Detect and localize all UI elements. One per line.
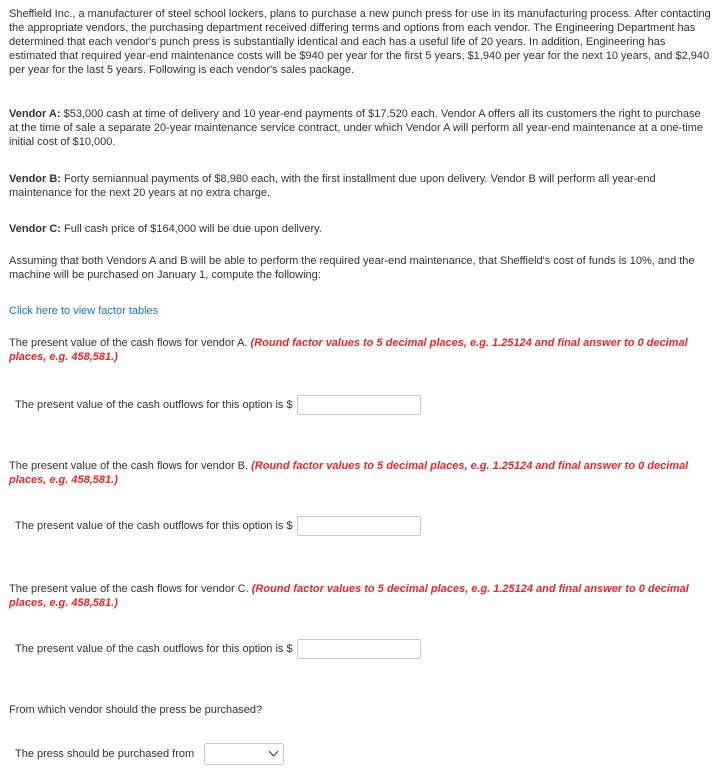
vendor-b-paragraph — [9, 172, 711, 200]
part-c-question-text: The present value of the cash flows for vendor C. — [9, 583, 252, 595]
factor-link-row — [9, 304, 711, 318]
vendor-c-label: Vendor C: — [9, 223, 61, 235]
vendor-select-dropdown[interactable] — [204, 743, 284, 765]
vendor-c-pv-input[interactable] — [297, 639, 421, 659]
vendor-a-text: $53,000 cash at time of delivery and 10 year-end payments of $17,520 each. Vendor A offers all its customers the right to purchase at the time of sale a separate 20-year maintenance service contract, under which Vendor A will perform all year-end maintenance at a one-time initial cost of $10,000. — [9, 108, 703, 148]
part-c-answer-row — [15, 639, 421, 659]
decision-question: From which vendor should the press be purchased? — [9, 704, 263, 716]
vendor-b-label: Vendor B: — [9, 173, 61, 185]
part-c-hint: (Round factor values to 5 decimal places, e.g. 1.25124 and final answer to 0 decimal places, e.g. 458,581.) — [9, 583, 689, 609]
vendor-c-text: Full cash price of $164,000 will be due upon delivery. — [60, 223, 322, 235]
part-a-question — [9, 336, 711, 364]
assumption-paragraph: Assuming that both Vendors A and B will be able to perform the required year-end maintenance, that Sheffield's cost of funds is 10%, and the machine will be purchased on January 1, compute the following: — [9, 255, 695, 281]
factor-tables-link[interactable]: Click here to view factor tables — [9, 305, 159, 317]
part-a-answer-row — [15, 395, 421, 415]
part-c-question — [9, 582, 711, 610]
part-b-answer-label: The present value of the cash outflows for this option is $ — [15, 520, 293, 532]
part-c-answer-label: The present value of the cash outflows for this option is $ — [15, 643, 293, 655]
part-a-answer-label: The present value of the cash outflows for this option is $ — [15, 399, 293, 411]
chevron-down-icon — [269, 747, 279, 757]
part-b-answer-row — [15, 516, 421, 536]
part-a-hint: (Round factor values to 5 decimal places, e.g. 1.25124 and final answer to 0 decimal places, e.g. 458,581.) — [9, 337, 688, 363]
vendor-b-pv-input[interactable] — [297, 516, 421, 536]
part-b-hint: (Round factor values to 5 decimal places, e.g. 1.25124 and final answer to 0 decimal places, e.g. 458,581.) — [9, 460, 689, 486]
vendor-b-text: Forty semiannual payments of $8,980 each, with the first installment due upon delivery. Vendor B will perform all year-end maintenance for the next 20 years at no extra charge. — [9, 173, 656, 199]
decision-answer-label: The press should be purchased from — [15, 748, 195, 760]
part-a-question-text: The present value of the cash flows for vendor A. — [9, 337, 251, 349]
part-b-question-text: The present value of the cash flows for vendor B. — [9, 460, 252, 472]
intro-paragraph: Sheffield Inc., a manufacturer of steel school lockers, plans to purchase a new punch press for use in its manufacturing process. After contacting the appropriate vendors, the purchasing department received differing terms and options from each vendor. The Engineering Department has determined that each vendor's punch press is substantially identical and each has a useful life of 20 years. In addition, Engineering has estimated that required year-end maintenance costs will be $940 per year for the first 5 years, $1,940 per year for the next 10 years, and $2,940 per year for the last 5 years. Following is each vendor's sales package. — [9, 8, 711, 76]
vendor-a-pv-input[interactable] — [297, 395, 421, 415]
vendor-c-paragraph — [9, 222, 711, 236]
part-b-question — [9, 459, 711, 487]
vendor-a-label: Vendor A: — [9, 108, 61, 120]
vendor-a-paragraph — [9, 107, 711, 149]
decision-answer-row — [15, 743, 284, 765]
